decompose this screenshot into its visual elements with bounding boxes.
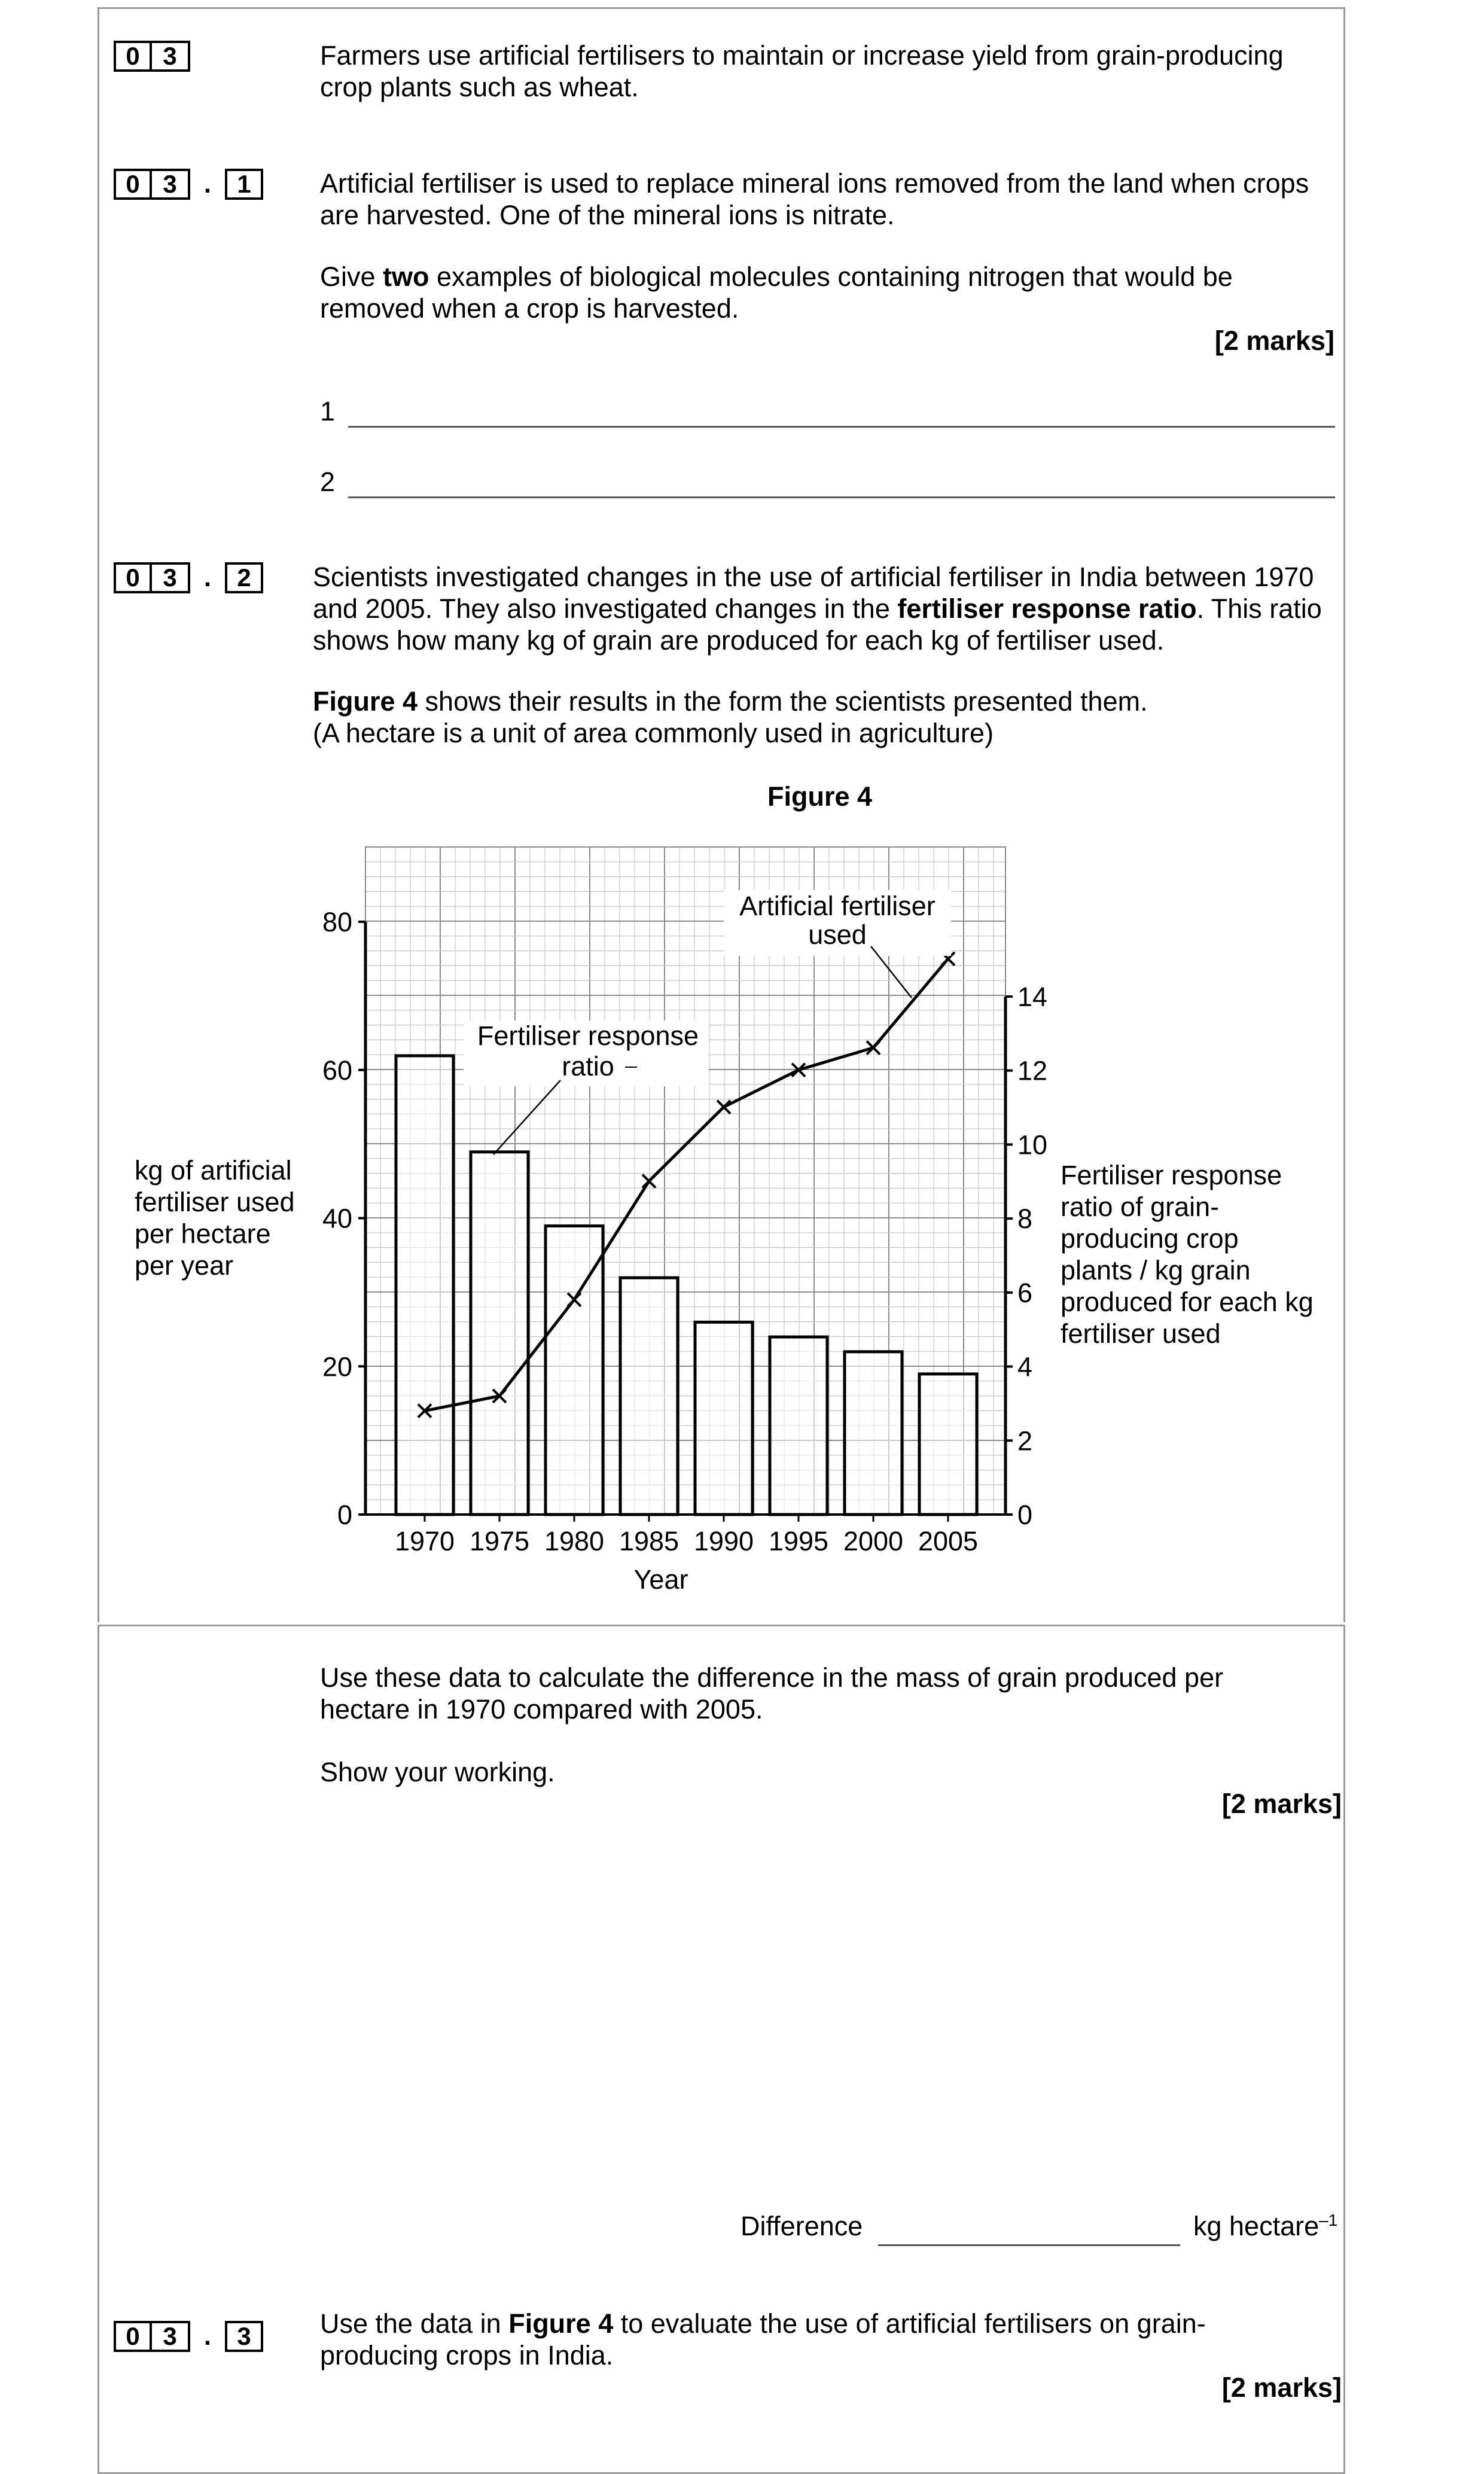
x-tick-label-2005: 2005 xyxy=(918,1526,979,1556)
digit: 0 xyxy=(114,169,152,200)
question-number-03-3 xyxy=(114,2321,263,2352)
right-axis-label: Fertiliser response ratio of grain-producing crop plants / kg grain produced for each kg fertiliser used xyxy=(1061,1160,1314,1349)
line-point-1990 xyxy=(717,1101,730,1114)
digit: 0 xyxy=(114,562,152,593)
line-label-line1: Artificial fertiliser xyxy=(739,891,936,921)
line-point-1985 xyxy=(642,1175,656,1188)
right-tick-label-8: 8 xyxy=(1017,1204,1033,1235)
x-tick-label-1980: 1980 xyxy=(544,1526,605,1556)
bar-1975 xyxy=(471,1152,528,1515)
answer-number-2: 2 xyxy=(320,467,336,497)
right-tick-label-14: 14 xyxy=(1017,982,1048,1012)
q3-intro: Farmers use artificial fertilisers to maintain or increase yield from grain-producing crop plants such as wheat. xyxy=(320,40,1284,102)
right-tick-label-12: 12 xyxy=(1017,1055,1048,1086)
left-tick-label-0: 0 xyxy=(337,1500,352,1530)
left-tick-label-80: 80 xyxy=(322,907,352,937)
q32-use-data: Use these data to calculate the difference in the mass of grain produced per hectare in 1970 compared with 2005. xyxy=(320,1662,1224,1725)
x-tick-label-1970: 1970 xyxy=(394,1526,455,1556)
left-tick-label-40: 40 xyxy=(322,1203,352,1234)
separator: . xyxy=(203,563,212,592)
bar-1970 xyxy=(396,1056,453,1515)
bar-1990 xyxy=(695,1322,752,1515)
x-tick-label-2000: 2000 xyxy=(843,1526,904,1556)
q31-marks: [2 marks] xyxy=(1214,325,1334,356)
digit: 1 xyxy=(225,169,263,200)
bar-2000 xyxy=(845,1352,902,1515)
answer-number-1: 1 xyxy=(320,396,336,426)
bar-label-line2: ratio xyxy=(562,1051,614,1081)
bar-label-line1: Fertiliser response xyxy=(477,1020,699,1051)
q32-marks: [2 marks] xyxy=(1221,1789,1342,1819)
separator: . xyxy=(203,2321,212,2351)
chart-bars xyxy=(396,1056,977,1515)
q32-text2: Figure 4 shows their results in the form the scientists presented them. xyxy=(313,686,1148,717)
x-axis-title: Year xyxy=(633,1564,688,1595)
difference-answer-line[interactable] xyxy=(878,2244,1180,2246)
separator: . xyxy=(203,169,212,199)
line-label-line2: used xyxy=(808,919,867,950)
x-tick-label-1975: 1975 xyxy=(469,1526,530,1556)
q31-text1: Artificial fertiliser is used to replace mineral ions removed from the land when crops are harvested. One of the mineral ions is nitrate. xyxy=(320,168,1309,230)
left-tick-label-60: 60 xyxy=(322,1055,352,1086)
x-tick-label-1990: 1990 xyxy=(693,1526,754,1556)
difference-label: Difference xyxy=(741,2211,863,2241)
figure-title: Figure 4 xyxy=(767,781,873,812)
chart-axes xyxy=(358,922,1013,1522)
right-tick-label-2: 2 xyxy=(1017,1425,1033,1457)
digit: 2 xyxy=(225,562,263,593)
q32-show-working: Show your working. xyxy=(320,1757,555,1787)
left-tick-label-20: 20 xyxy=(322,1351,352,1382)
digit: 3 xyxy=(152,562,190,593)
q33-text: Use the data in Figure 4 to evaluate the use of artificial fertilisers on grain-producing crops in India. xyxy=(320,2308,1206,2371)
digit: 3 xyxy=(152,41,190,72)
right-tick-label-4: 4 xyxy=(1017,1351,1033,1382)
left-axis-label: kg of artificial fertiliser used per hectare per year xyxy=(135,1155,295,1281)
q33-marks: [2 marks] xyxy=(1221,2372,1342,2403)
bar-1985 xyxy=(620,1278,678,1515)
x-tick-label-1985: 1985 xyxy=(618,1526,679,1556)
q31-text2: Give two examples of biological molecules containing nitrogen that would be removed when a crop is harvested. xyxy=(320,261,1233,324)
q32-text1: Scientists investigated changes in the use of artificial fertiliser in India between 1970 and 2005. They also investigated changes in the fertiliser response ratio. This ratio shows how many kg of grain are produced for each kg of fertiliser used. xyxy=(313,562,1322,656)
right-tick-label-0: 0 xyxy=(1017,1500,1033,1530)
right-tick-label-10: 10 xyxy=(1017,1129,1048,1160)
digit: 0 xyxy=(114,2321,152,2352)
bar-2005 xyxy=(919,1374,977,1515)
digit: 3 xyxy=(225,2321,263,2352)
digit: 0 xyxy=(114,41,152,72)
x-tick-label-1995: 1995 xyxy=(768,1526,829,1556)
q32-text3: (A hectare is a unit of area commonly used in agriculture) xyxy=(313,718,994,748)
digit: 3 xyxy=(152,2321,190,2352)
chart-annotations xyxy=(464,890,951,1154)
bar-1995 xyxy=(770,1337,827,1515)
digit: 3 xyxy=(152,169,190,200)
right-tick-label-6: 6 xyxy=(1017,1277,1033,1308)
unit-label: kg hectare$^{-1}$ xyxy=(1193,2211,1338,2241)
